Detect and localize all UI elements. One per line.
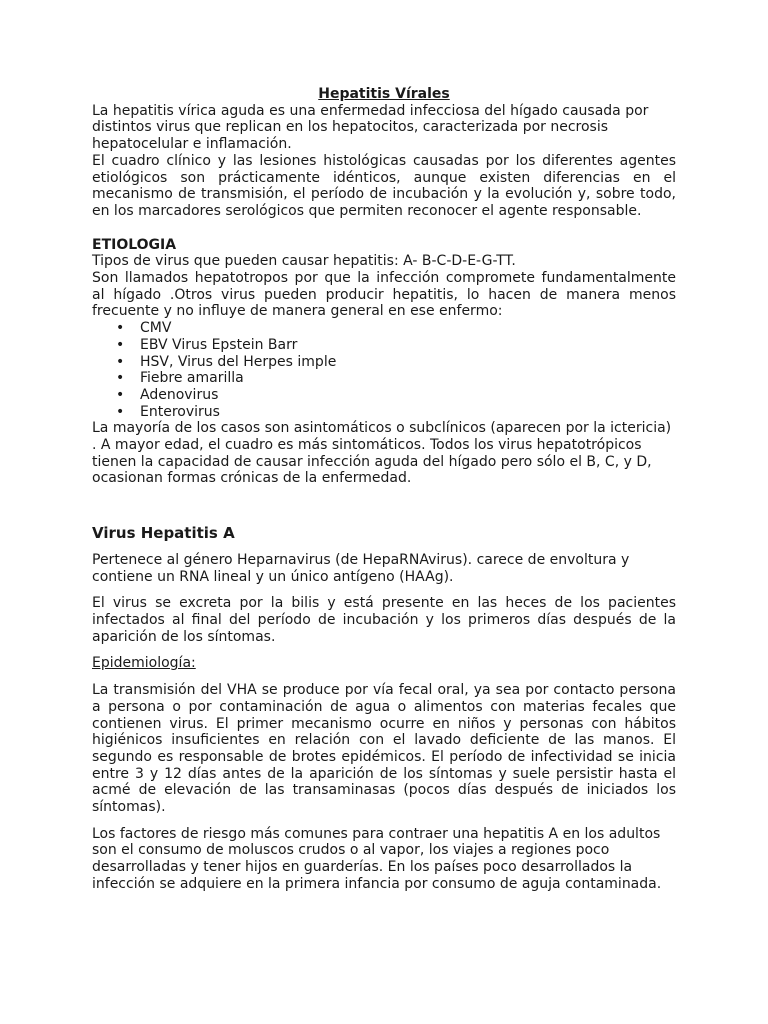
hepatitis-a-paragraph-1: Pertenece al género Heparnavirus (de HepaRNAvirus). carece de envoltura y contiene un RNA lineal y un único antígeno (HAAg).: [92, 551, 630, 585]
etiologia-closing: La mayoría de los casos son asintomáticos o subclínicos (aparecen por la ictericia) . A mayor edad, el cuadro es más sintomáticos. Todos los virus hepatotrópicos tienen la capacidad de causar infección aguda del hígado pero sólo el B, C, y D, ocasionan formas crónicas de la enfermedad.: [92, 420, 672, 487]
epidemiologia-paragraph: La transmisión del VHA se produce por vía fecal oral, ya sea por contacto persona a persona o por contaminación de agua o alimentos con materias fecales que contienen virus. El primer mecanismo ocurre en niños y personas con hábitos higiénicos insuficientes en relación con el lavado deficiente de las manos. El segundo es responsable de brotes epidémicos. El período de infectividad se inicia entre 3 y 12 días antes de la aparición de los síntomas y suele persistir hasta el acmé de elevación de las transaminasas (pocos días después de iniciados los síntomas).: [92, 682, 676, 816]
document-title: Hepatitis Vírales: [318, 86, 450, 102]
etiologia-virus-types: Tipos de virus que pueden causar hepatitis: A- B-C-D-E-G-TT.: [92, 253, 516, 270]
list-item: • Fiebre amarilla: [140, 370, 676, 387]
risk-factors-paragraph: Los factores de riesgo más comunes para contraer una hepatitis A en los adultos son el consumo de moluscos crudos o al vapor, los viajes a regiones poco desarrolladas y tener hijos en guarderías. En los países poco desarrollados la infección se adquiere en la primera infancia por consumo de aguja contaminada.: [92, 825, 662, 892]
etiologia-description: Son llamados hepatotropos por que la infección compromete fundamentalmente al hígado .Otros virus pueden producir hepatitis, lo hacen de manera menos frecuente y no influye de manera general en ese enfermo:: [92, 270, 676, 320]
epidemiologia-heading: Epidemiología:: [92, 655, 196, 672]
intro-paragraph-1: La hepatitis vírica aguda es una enfermedad infecciosa del hígado causada por distintos virus que replican en los hepatocitos, caracterizada por necrosis hepatocelular e inflamación.: [92, 102, 649, 153]
virus-list: [92, 320, 676, 420]
hepatitis-a-heading: Virus Hepatitis A: [92, 524, 235, 543]
list-item: • Adenovirus: [140, 387, 676, 404]
list-item: • Enterovirus: [140, 404, 676, 421]
etiologia-heading: ETIOLOGIA: [92, 236, 177, 253]
list-item: • EBV Virus Epstein Barr: [140, 337, 676, 354]
hepatitis-a-paragraph-2: El virus se excreta por la bilis y está presente en las heces de los pacientes infectados al final del período de incubación y los primeros días después de la aparición de los síntomas.: [92, 595, 676, 645]
document-page: [92, 86, 676, 893]
intro-paragraph-2: El cuadro clínico y las lesiones histológicas causadas por los diferentes agentes etiológicos son prácticamente idénticos, aunque existen diferencias en el mecanismo de transmisión, el período de incubación y la evolución y, sobre todo, en los marcadores serológicos que permiten reconocer el agente responsable.: [92, 152, 676, 219]
list-item: • CMV: [140, 320, 676, 337]
list-item: • HSV, Virus del Herpes imple: [140, 354, 676, 371]
